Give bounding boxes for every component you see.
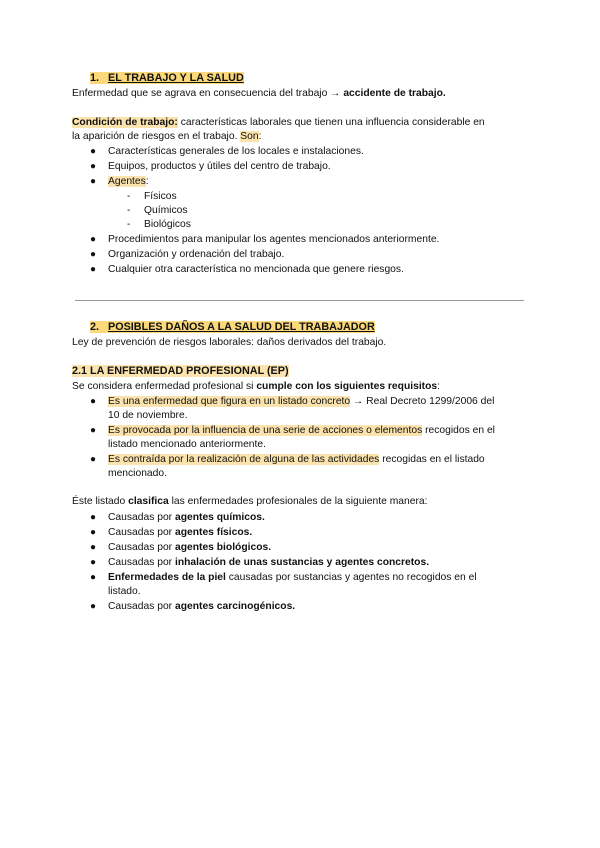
bullet-icon: ● [90, 572, 97, 583]
classification-item: Causadas por agentes carcinogénicos. [108, 601, 296, 612]
bullet-icon: ● [90, 146, 97, 157]
requirement-1-cont: 10 de noviembre. [108, 410, 188, 421]
list-item: Equipos, productos y útiles del centro de trabajo. [108, 161, 331, 172]
bullet-icon: ● [90, 264, 97, 275]
sub-list-item: Físicos [144, 191, 177, 202]
list-item: Procedimientos para manipular los agentes mencionados anteriormente. [108, 234, 440, 245]
bullet-icon: ● [90, 161, 97, 172]
classification-item: Causadas por agentes químicos. [108, 512, 265, 523]
list-intro: Éste listado clasifica las enfermedades profesionales de la siguiente manera: [72, 496, 428, 507]
section-2-number: 2. [90, 321, 100, 333]
dash-icon: - [127, 205, 131, 216]
bullet-icon: ● [90, 176, 97, 187]
section-2-title: POSIBLES DAÑOS A LA SALUD DEL TRABAJADOR [108, 321, 375, 333]
requirement-3: Es contraída por la realización de alguna de las actividades recogidas en el listado [108, 454, 485, 465]
list-item: Cualquier otra característica no mencionada que genere riesgos. [108, 264, 404, 275]
classification-item: Causadas por agentes físicos. [108, 527, 253, 538]
requirement-2-cont: listado mencionado anteriormente. [108, 439, 266, 450]
bullet-icon: ● [90, 454, 97, 465]
condicion-label: Condición de trabajo: [72, 117, 178, 128]
bullet-icon: ● [90, 396, 97, 407]
bullet-icon: ● [90, 557, 97, 568]
classification-item: Causadas por inhalación de unas sustancias y agentes concretos. [108, 557, 430, 568]
bullet-icon: ● [90, 234, 97, 245]
section-1-number: 1. [90, 72, 100, 84]
bullet-icon: ● [90, 249, 97, 260]
section-1-title: EL TRABAJO Y LA SALUD [108, 72, 244, 84]
sub-list-item: Químicos [144, 205, 188, 216]
section-1-heading [90, 71, 244, 85]
bullet-icon: ● [90, 527, 97, 538]
classification-item: Enfermedades de la piel causadas por sustancias y agentes no recogidos en el [108, 572, 477, 583]
list-item: Organización y ordenación del trabajo. [108, 249, 285, 260]
classification-item-cont: listado. [108, 586, 141, 597]
requirement-3-cont: mencionado. [108, 468, 167, 479]
list-item: Características generales de los locales e instalaciones. [108, 146, 364, 157]
requirement-1: Es una enfermedad que figura en un listado concreto → Real Decreto 1299/2006 del [108, 396, 495, 407]
bullet-icon: ● [90, 425, 97, 436]
bullet-icon: ● [90, 601, 97, 612]
subsection-2-1-title: 2.1 LA ENFERMEDAD PROFESIONAL (EP) [72, 365, 289, 377]
condicion-line-2: la aparición de riesgos en el trabajo. Son: [72, 131, 262, 142]
section-2-intro: Ley de prevención de riesgos laborales: daños derivados del trabajo. [72, 337, 387, 348]
horizontal-divider [75, 300, 524, 301]
subsection-intro: Se considera enfermedad profesional si cumple con los siguientes requisitos: [72, 381, 440, 392]
section-2-heading [90, 320, 375, 334]
dash-icon: - [127, 219, 131, 230]
dash-icon: - [127, 191, 131, 202]
condicion-line-1: Condición de trabajo: características laborales que tienen una influencia considerable en [72, 117, 485, 128]
list-item-agentes: Agentes: [108, 176, 149, 187]
classification-item: Causadas por agentes biológicos. [108, 542, 272, 553]
sub-list-item: Biológicos [144, 219, 191, 230]
bullet-icon: ● [90, 512, 97, 523]
section-1-intro: Enfermedad que se agrava en consecuencia del trabajo → accidente de trabajo. [72, 88, 446, 99]
requirement-2: Es provocada por la influencia de una serie de acciones o elementos recogidos en el [108, 425, 495, 436]
bullet-icon: ● [90, 542, 97, 553]
